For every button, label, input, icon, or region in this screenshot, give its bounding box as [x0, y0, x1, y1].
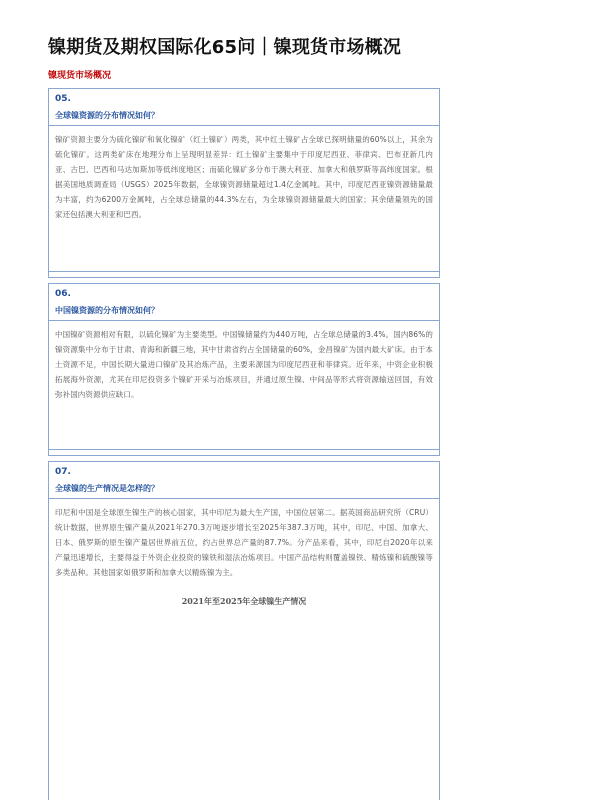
- card-footer-divider: [49, 271, 439, 272]
- faq-card-05: [48, 88, 440, 278]
- chart-caption: 2021年至2025年全球镍生产情况: [181, 596, 307, 606]
- page-title: 镍期货及期权国际化65问｜镍现货市场概况: [48, 37, 402, 58]
- card-question: 全球镍的生产情况是怎样的？: [55, 484, 159, 493]
- section-label: 镍现货市场概况: [48, 71, 112, 81]
- card-number: 05.: [55, 94, 71, 104]
- card-footer-divider: [49, 449, 439, 450]
- card-answer: 印尼和中国是全球原生镍生产的核心国家，其中印尼为最大生产国，中国位居第二。据英国商品研究所（CRU）统计数据，世界原生镍产量从2021年270.3万吨逐步增长至2025年387.3万吨，其中，印尼、中国、加拿大、日本、俄罗斯的原生镍产量居世界前五位，约占世界总产量的87.7%。分产品来看，其中，印尼自2020年以来产量迅速增长，主要得益于外资企业投资的镍铁和湿法冶炼项目。中国产品结构则覆盖镍铁、精炼镍和硫酸镍等多类品种。其他国家如俄罗斯和加拿大以精炼镍为主。: [55, 508, 433, 577]
- card-number: 06.: [55, 289, 71, 299]
- card-question: 中国镍资源的分布情况如何？: [55, 306, 159, 315]
- card-number: 07.: [55, 467, 71, 477]
- faq-card-06: [48, 283, 440, 456]
- card-header: [49, 284, 439, 320]
- faq-card-07: [48, 461, 440, 800]
- card-question: 全球镍资源的分布情况如何？: [55, 111, 159, 120]
- card-answer: 镍矿资源主要分为硫化镍矿和氧化镍矿（红土镍矿）两类，其中红土镍矿占全球已探明储量的60%以上，其余为硫化镍矿。这两类矿床在地理分布上呈现明显差异：红土镍矿主要集中于印度尼西亚、菲律宾、巴布亚新几内亚、古巴、巴西和马达加斯加等低纬度地区；而硫化镍矿多分布于澳大利亚、加拿大和俄罗斯等高纬度国家。根据美国地质调查局（USGS）2025年数据，全球镍资源储量超过1.4亿金属吨。其中，印度尼西亚镍资源储量最为丰富，约为6200万金属吨，占全球总储量的44.3%左右，为全球镍资源储量最大的国家；其余储量领先的国家还包括澳大利亚和巴西。: [55, 135, 433, 219]
- card-answer: 中国镍矿资源相对有限，以硫化镍矿为主要类型。中国镍储量约为440万吨，占全球总储量的3.4%。国内86%的镍资源集中分布于甘肃、青海和新疆三地，其中甘肃省约占全国储量的60%，金昌镍矿为国内最大矿床。由于本土资源不足，中国长期大量进口镍矿及其冶炼产品，主要来源国为印度尼西亚和菲律宾。近年来，中资企业积极拓展海外资源，尤其在印尼投资多个镍矿开采与冶炼项目，并通过原生镍、中间品等形式将资源输送回国，有效弥补国内资源供应缺口。: [55, 330, 433, 399]
- card-header: [49, 462, 439, 498]
- card-header: [49, 89, 439, 125]
